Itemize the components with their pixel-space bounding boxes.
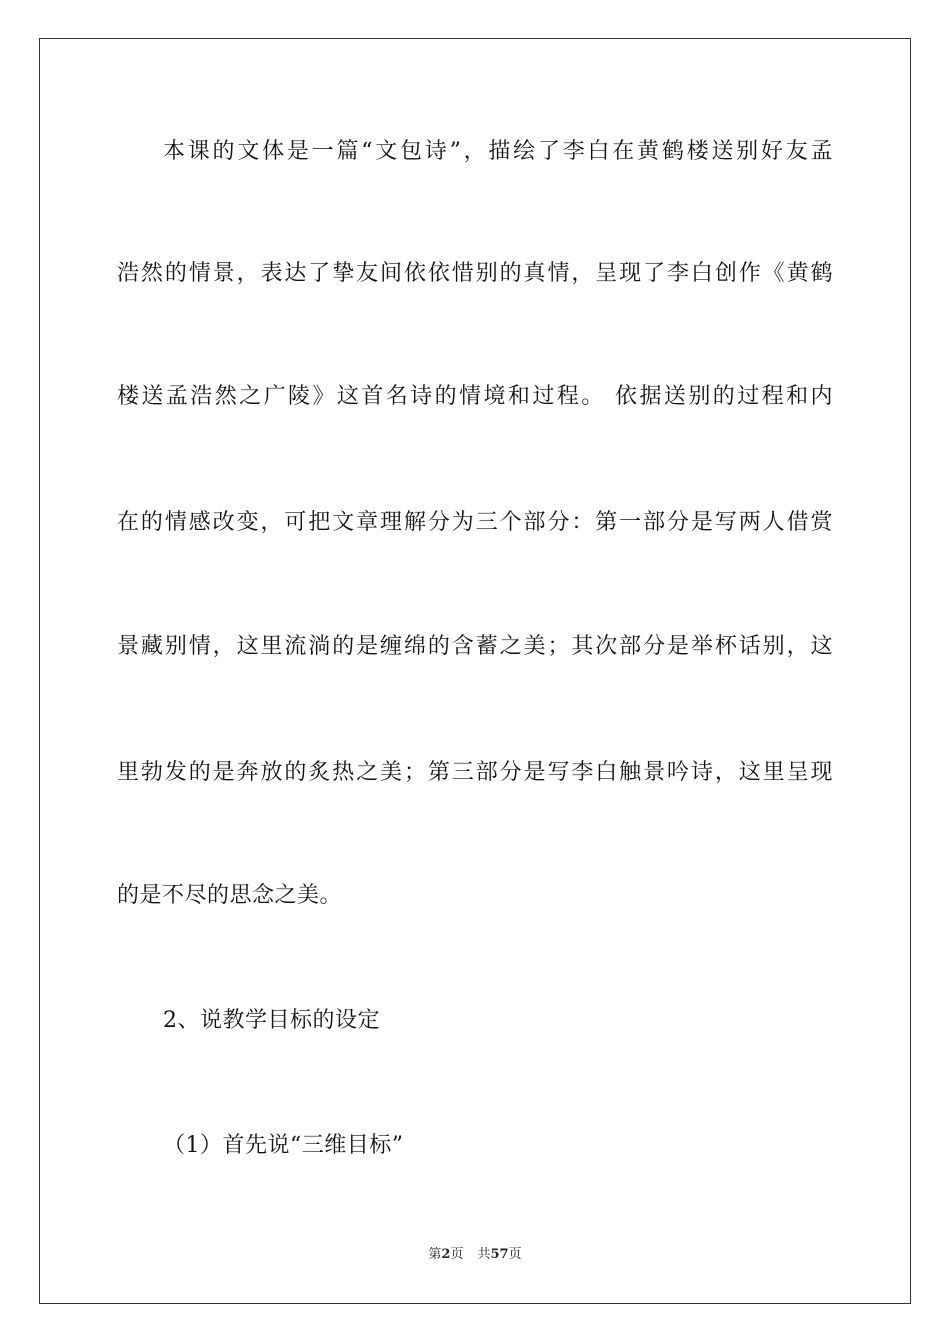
paragraph-line-6: 里勃发的是奔放的炙热之美；第三部分是写李白触景吟诗，这里呈现 (117, 760, 833, 785)
paragraph-line-1: 本课的文体是一篇“文包诗”，描绘了李白在黄鹤楼送别好友孟 (163, 139, 833, 164)
paragraph-line-5: 景藏别情，这里流淌的是缠绵的含蓄之美；其次部分是举杯话别，这 (117, 634, 833, 659)
paragraph-line-7: 的是不尽的思念之美。 (117, 883, 343, 908)
footer-total-suffix: 页 (508, 1247, 522, 1262)
section-heading: 2、说教学目标的设定 (163, 1008, 380, 1033)
page-border (39, 38, 911, 1304)
footer-page-suffix: 页 (450, 1247, 464, 1262)
paragraph-line-4: 在的情感改变，可把文章理解分为三个部分：第一部分是写两人借赏 (117, 510, 833, 535)
footer-page-prefix: 第 (428, 1247, 442, 1262)
footer-total-pages: 57 (490, 1247, 509, 1262)
paragraph-line-2: 浩然的情景，表达了挚友间依依惜别的真情，呈现了李白创作《黄鹤 (117, 261, 833, 286)
page-footer (0, 1246, 950, 1264)
footer-total-prefix: 共 (477, 1247, 491, 1262)
section-subheading: （1）首先说“三维目标” (163, 1133, 404, 1158)
paragraph-line-3: 楼送孟浩然之广陵》这首名诗的情境和过程。 依据送别的过程和内 (117, 384, 833, 409)
footer-page-number: 2 (441, 1247, 451, 1262)
